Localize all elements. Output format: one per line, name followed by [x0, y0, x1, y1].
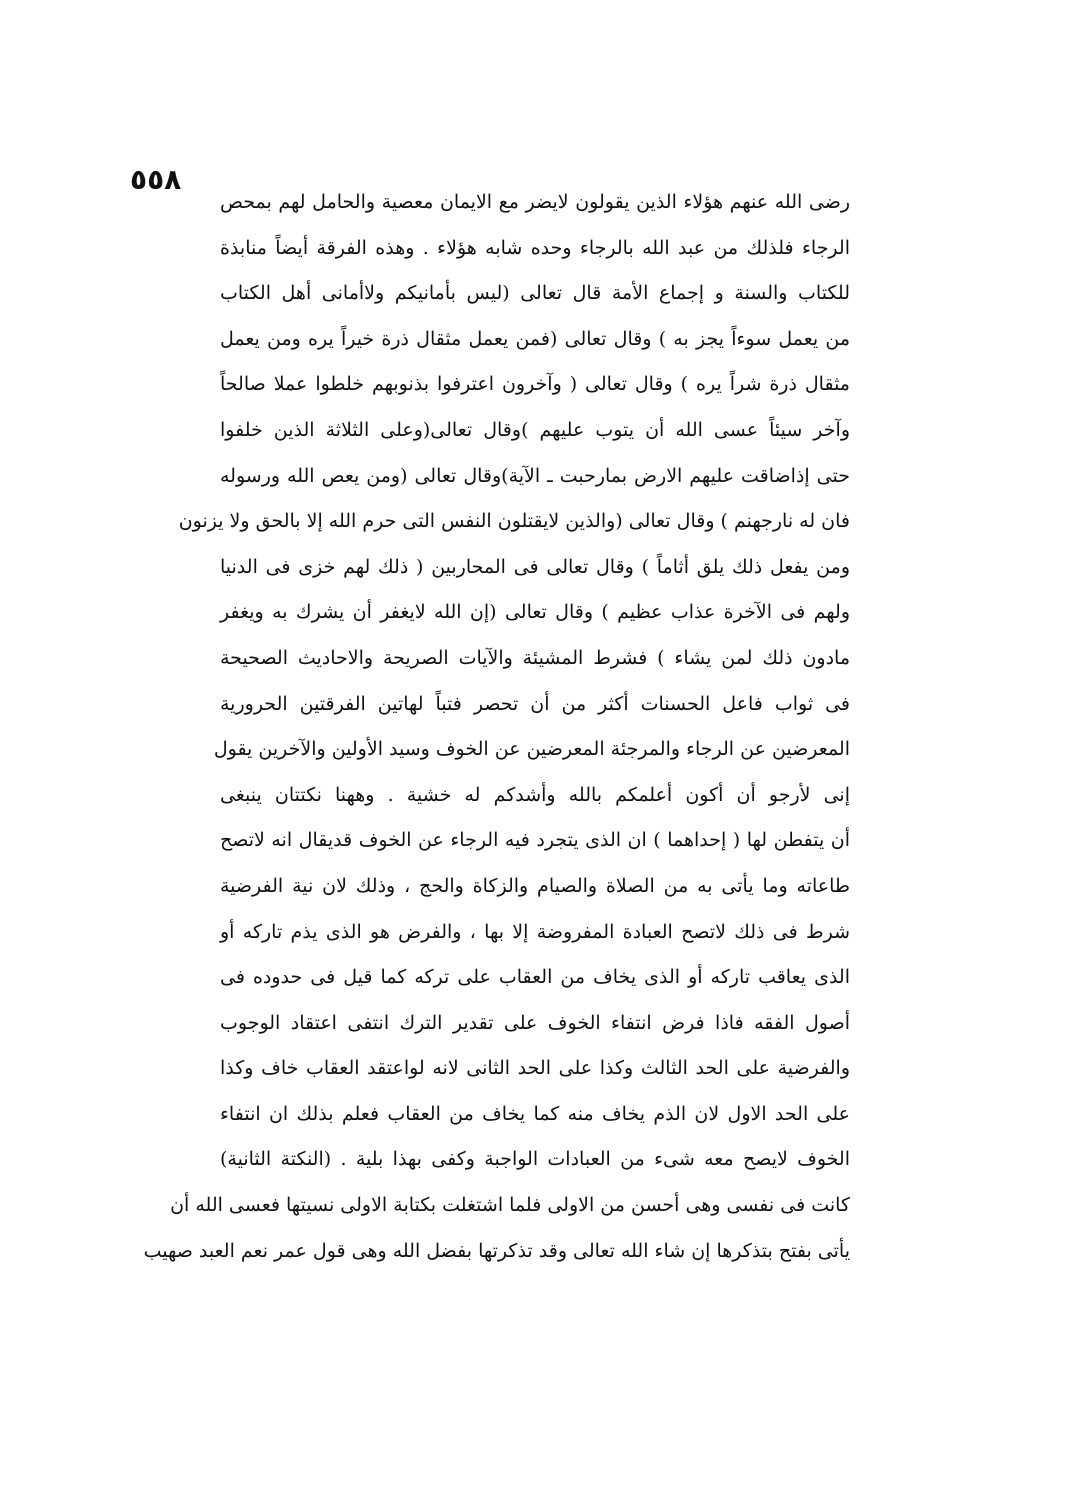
text-line: وآخر سيئاً عسى الله أن يتوب عليهم )وقال تعالى(وعلى الثلاثة الذين خلفوا: [220, 418, 850, 441]
text-line: كانت فى نفسى وهى أحسن من الاولى فلما اشتغلت بكتابة الاولى نسيتها فعسى الله أن: [170, 1194, 850, 1217]
text-line: للكتاب والسنة و إجماع الأمة قال تعالى (ليس بأمانيكم ولاأمانى أهل الكتاب: [220, 282, 850, 305]
text-line: أصول الفقه فاذا فرض انتفاء الخوف على تقدير الترك انتفى اعتقاد الوجوب: [220, 1011, 850, 1034]
text-line: طاعاته وما يأتى به من الصلاة والصيام والزكاة والحج ، وذلك لان نية الفرضية: [220, 874, 850, 897]
page-number: ٥٥٨: [130, 163, 182, 196]
text-line: الرجاء فلذلك من عبد الله بالرجاء وحده شابه هؤلاء . وهذه الفرقة أيضاً منابذة: [220, 236, 850, 259]
text-line: مثقال ذرة شراً يره ) وقال تعالى ( وآخرون اعترفوا بذنوبهم خلطوا عملا صالحاً: [220, 373, 850, 396]
text-line: والفرضية على الحد الثالث وكذا على الحد الثانى لانه لواعتقد العقاب خاف وكذا: [220, 1057, 850, 1080]
text-line: رضى الله عنهم هؤلاء الذين يقولون لايضر مع الايمان معصية والحامل لهم بمحص: [220, 191, 850, 213]
text-line: يأتى بفتح بتذكرها إن شاء الله تعالى وقد تذكرتها بفضل الله وهى قول عمر نعم العبد صهيب: [143, 1239, 850, 1262]
text-line: الخوف لايصح معه شىء من العبادات الواجبة وكفى بهذا بلية . (النكتة الثانية): [220, 1148, 850, 1171]
text-line: فان له نارجهنم ) وقال تعالى (والذين لايقتلون النفس التى حرم الله إلا بالحق ولا يزنون: [178, 510, 850, 533]
text-line: من يعمل سوءاً يجز به ) وقال تعالى (فمن يعمل مثقال ذرة خيراً يره ومن يعمل: [220, 327, 850, 350]
text-line: شرط فى ذلك لاتصح العبادة المفروضة إلا بها ، والفرض هو الذى يذم تاركه أو: [220, 920, 850, 943]
text-line: إنى لأرجو أن أكون أعلمكم بالله وأشدكم له خشية . وههنا نكتتان ينبغى: [220, 783, 850, 806]
text-line: ومن يفعل ذلك يلق أثاماً ) وقال تعالى فى المحاربين ( ذلك لهم خزى فى الدنيا: [220, 555, 850, 578]
body-text: [143, 180, 850, 1274]
text-line: على الحد الاول لان الذم يخاف منه كما يخاف من العقاب فعلم بذلك ان انتفاء: [220, 1102, 850, 1125]
text-line: ولهم فى الآخرة عذاب عظيم ) وقال تعالى (إن الله لايغفر أن يشرك به ويغفر: [220, 601, 850, 624]
text-line: أن يتفطن لها ( إحداهما ) ان الذى يتجرد فيه الرجاء عن الخوف قديقال انه لاتصح: [220, 829, 850, 852]
text-line: حتى إذاضاقت عليهم الارض بمارحبت ـ الآية)وقال تعالى (ومن يعص الله ورسوله: [220, 464, 850, 487]
text-line: مادون ذلك لمن يشاء ) فشرط المشيئة والآيات الصريحة والاحاديث الصحيحة: [220, 646, 850, 669]
text-line: فى ثواب فاعل الحسنات أكثر من أن تحصر فتباً لهاتين الفرقتين الحرورية: [220, 692, 850, 715]
text-line: المعرضين عن الرجاء والمرجئة المعرضين عن الخوف وسيد الأولين والآخرين يقول: [213, 738, 850, 761]
text-line: الذى يعاقب تاركه أو الذى يخاف من العقاب على تركه كما قيل فى حدوده فى: [220, 966, 850, 989]
